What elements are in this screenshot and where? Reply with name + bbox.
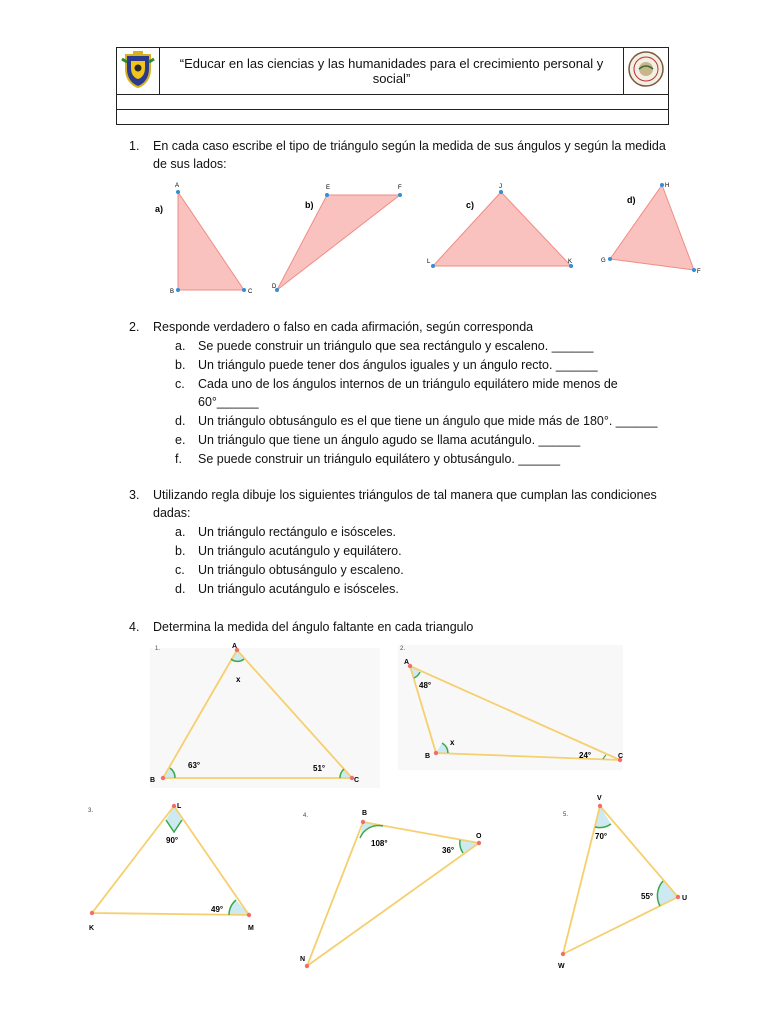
svg-text:x: x — [450, 738, 455, 747]
svg-text:M: M — [248, 925, 254, 932]
vertex-label: F — [398, 185, 402, 191]
header-table — [116, 47, 669, 124]
vertex-label: B — [170, 289, 175, 295]
header-blank-row — [117, 110, 669, 125]
school-motto: “Educar en las ciencias y las humanidades para el crecimiento personal y social” — [160, 48, 624, 95]
question-2 — [129, 318, 689, 338]
svg-text:B: B — [150, 777, 156, 784]
vertex-label: A — [175, 183, 180, 189]
question-number: 3. — [129, 488, 140, 502]
svg-text:C: C — [354, 777, 360, 784]
vertex-label: C — [248, 289, 253, 295]
q4-triangle-3 — [88, 803, 254, 932]
figure-label: a) — [155, 204, 164, 214]
q3-items: a. Un triángulo rectángulo e isósceles. b. Un triángulo acutángulo y equilátero. c. Un triángulo obtusángulo y escaleno. d. Un triángulo acutángulo e isósceles. — [175, 525, 404, 596]
vertex-label: D — [272, 284, 277, 290]
svg-text:108°: 108° — [371, 839, 388, 848]
q2-items: a. Se puede construir un triángulo que sea rectángulo y escaleno. ______ b. Un triángulo puede tener dos ángulos iguales y un ángulo recto. ______ c. Cada uno de los ángulos internos de un triángulo equilátero mide menos de 60°______ d. Un triángulo obtusángulo es el que tiene un ángulo que mide más de 180°. ______ e. Un triángulo que tiene un ángulo agudo se llama acutángulo. ______ f. Se puede construir un triángulo equilátero y obtusángulo. ______ — [175, 339, 658, 466]
svg-text:48°: 48° — [419, 681, 432, 690]
figure-label: b) — [305, 200, 314, 210]
question-text: Utilizando regla dibuje los siguientes triángulos de tal manera que cumplan las condiciones — [153, 488, 657, 502]
question-text: de sus lados: — [153, 157, 227, 171]
triangle-d — [601, 183, 701, 275]
svg-text:A: A — [232, 643, 238, 650]
svg-text:55°: 55° — [641, 892, 654, 901]
svg-text:B: B — [362, 810, 368, 817]
svg-text:L: L — [177, 803, 182, 810]
vertex-label: L — [427, 259, 431, 265]
q1-triangle-figures — [140, 178, 720, 300]
svg-text:5.: 5. — [563, 812, 569, 818]
svg-text:51°: 51° — [313, 764, 326, 773]
question-1 — [129, 137, 689, 177]
svg-text:O: O — [476, 833, 482, 840]
vertex-label: F — [697, 269, 701, 275]
svg-text:24°: 24° — [579, 751, 592, 760]
vertex-label: H — [665, 183, 670, 189]
svg-text:K: K — [89, 925, 95, 932]
svg-text:4.: 4. — [303, 813, 309, 819]
svg-text:2.: 2. — [400, 646, 406, 652]
svg-text:3.: 3. — [88, 808, 94, 814]
right-logo-cell — [624, 48, 669, 95]
question-3 — [129, 486, 689, 526]
svg-text:90°: 90° — [166, 836, 179, 845]
svg-text:V: V — [597, 795, 602, 802]
left-logo-cell — [117, 48, 160, 95]
question-text: Responde verdadero o falso en cada afirmación, según corresponda — [153, 320, 534, 334]
svg-text:C: C — [618, 753, 624, 760]
svg-text:W: W — [558, 963, 565, 970]
triangle-b — [272, 185, 402, 292]
triangle-c — [427, 184, 573, 268]
svg-text:63°: 63° — [188, 761, 201, 770]
vertex-label: K — [568, 259, 573, 265]
question-text: En cada caso escribe el tipo de triángulo según la medida de sus ángulos y según la medida — [153, 139, 666, 153]
q4-triangle-2 — [398, 645, 623, 770]
svg-text:49°: 49° — [211, 905, 224, 914]
q4-triangle-figures — [80, 638, 700, 980]
q4-triangle-5 — [558, 795, 687, 970]
question-number: 1. — [129, 139, 140, 153]
question-number: 4. — [129, 620, 140, 634]
triangle-a — [155, 183, 253, 295]
svg-text:x: x — [236, 675, 241, 684]
question-text: dadas: — [153, 506, 191, 520]
vertex-label: E — [326, 185, 331, 191]
coat-of-arms-logo — [120, 49, 156, 89]
svg-text:U: U — [682, 895, 688, 902]
vertex-label: J — [499, 184, 502, 190]
question-4 — [129, 618, 689, 638]
svg-text:36°: 36° — [442, 846, 455, 855]
question-number: 2. — [129, 320, 140, 334]
vertex-label: G — [601, 258, 606, 264]
question-text: Determina la medida del ángulo faltante en cada triangulo — [153, 620, 474, 634]
svg-text:N: N — [300, 956, 306, 963]
q4-triangle-1 — [150, 643, 380, 788]
school-seal-logo — [627, 50, 665, 88]
svg-text:1.: 1. — [155, 646, 161, 652]
svg-text:A: A — [404, 659, 410, 666]
svg-text:70°: 70° — [595, 832, 608, 841]
header-blank-row — [117, 95, 669, 110]
svg-text:B: B — [425, 753, 431, 760]
figure-label: c) — [466, 200, 475, 210]
q4-triangle-4 — [300, 810, 482, 968]
figure-label: d) — [627, 195, 636, 205]
